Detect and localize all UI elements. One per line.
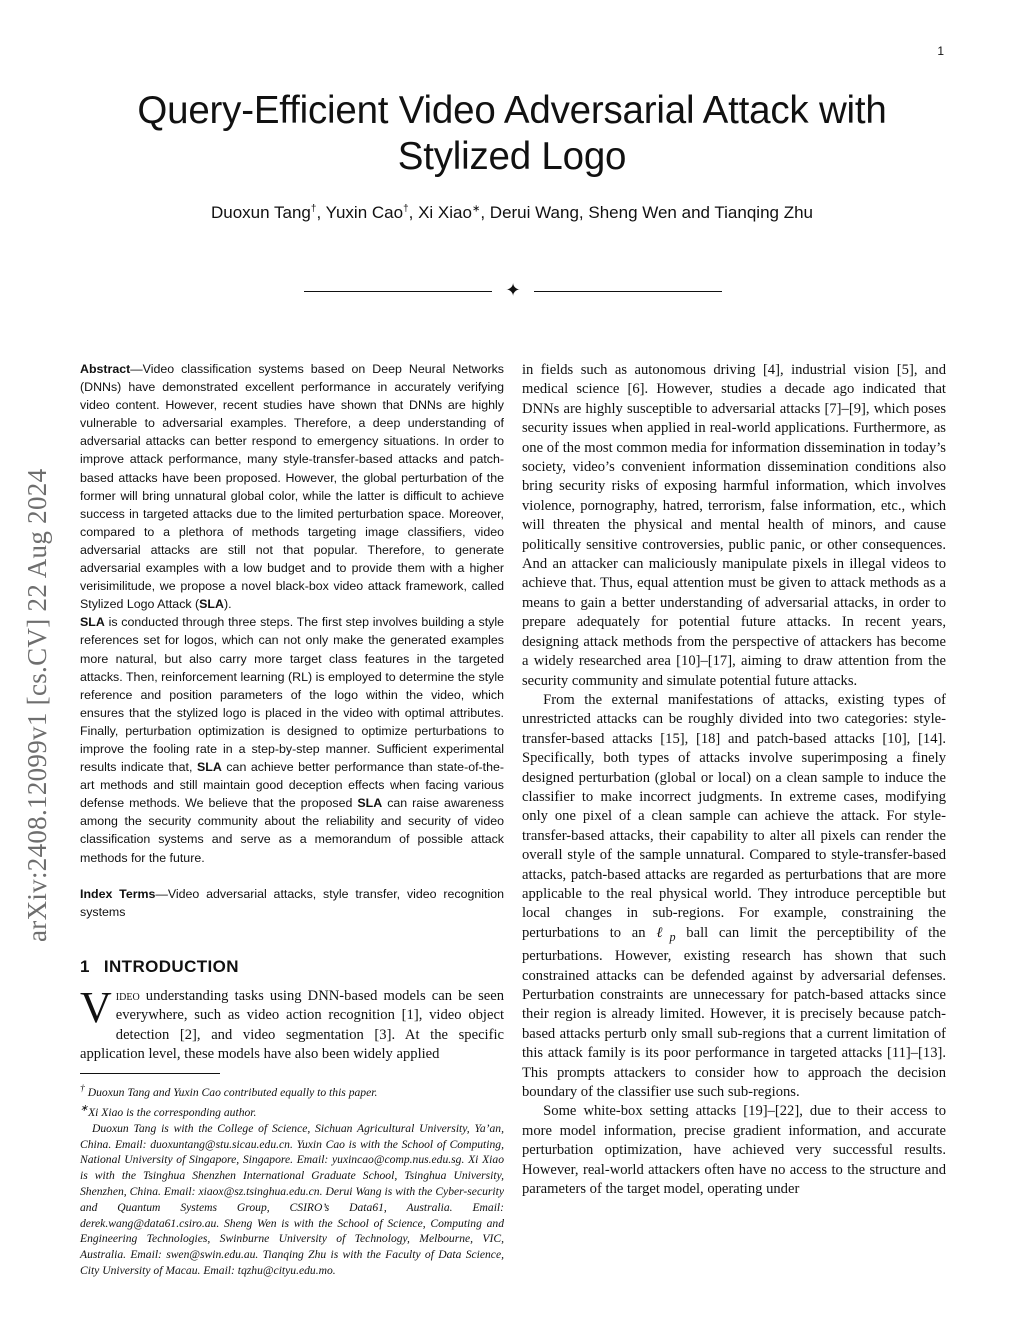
abstract-text: can raise awareness among the security community about the reliability and security of video classification systems and serve as a memorandum of possible attack methods for the future.: [80, 796, 504, 865]
intro-text: ball can limit the perceptibility of the perturbations. However, existing research has shown that such constrained attacks can be defended against by adversarial defenses. Perturbation constraints are unnecessary for patch-based attacks since their region is already limited. However, it is precisely because patch-based attacks perturb only small sub-regions that a current limitation of this attack family is its poor performance in targeted attacks [11]–[13]. This prompts attackers to consider how to approach the decision boundary of the classifier use such sub-regions.: [522, 924, 946, 1100]
right-column: [522, 361, 946, 1199]
footnote-text: Xi Xiao is the corresponding author.: [88, 1105, 257, 1119]
sla-term: SLA: [357, 796, 383, 811]
section-number: 1: [80, 956, 90, 976]
intro-paragraph-1-continued: in fields such as autonomous driving [4], industrial vision [5], and medical science [6]. However, studies a decade ago indicated that DNNs are highly susceptible to adversarial attacks [7]–[9], which poses security issues when applied in real-world applications. Furthermore, as one of the most common media for information dissemination in today’s society, video’s convenient information dissemination conditions also bring security risks of exposing harmful information, which involves violence, pornography, hatred, terrorism, false information, etc., which will threaten the physical and mental health of minors, and cause politically sensitive controversies, public panic, or other consequences. And an attacker can maliciously manipulate pixels in illegal videos to achieve that. Thus, equal attention must be given to attack methods as a means to gain a better understanding of adversarial attacks, in order to prepare adequately for potential future attacks. In recent years, designing attack methods from the perspective of attackers has become a widely researched area [10]–[17], aiming to draw attention from the security community and simulate potential future attacks.: [522, 362, 946, 689]
intro-text: understanding tasks using DNN-based models can be seen everywhere, such as video action recognition [1], video object detection [2], and video segmentation [3]. At the specific application level, these models have also been widely applied: [80, 987, 504, 1063]
index-terms-text: —Video adversarial attacks, style transfer, video recognition systems: [80, 886, 504, 919]
arxiv-identifier: arXiv:2408.12099v1 [cs.CV] 22 Aug 2024: [22, 468, 52, 942]
footnote-text: Duoxun Tang and Yuxin Cao contributed equally to this paper.: [84, 1086, 378, 1100]
lp-norm-symbol: [656, 924, 676, 944]
sla-term: SLA: [80, 615, 105, 630]
index-terms: [80, 885, 504, 921]
left-column: [80, 360, 504, 1279]
section-heading: [80, 957, 504, 977]
drop-cap: V: [80, 982, 112, 1032]
abstract: [80, 360, 504, 867]
footnote-rule: [80, 1073, 220, 1074]
footnote-affiliations: Duoxun Tang is with the College of Science, Sichuan Agricultural University, Ya’an, China. Email: duoxuntang@stu.sicau.edu.cn. Yuxin Cao is with the School of Computing, National University of Singapore, Singapore. Email: yuxincao@comp.nus.edu.sg. Xi Xiao is with the Tsinghua Shenzhen International Graduate School, Tsinghua University, Shenzhen, China. Email: xiaox@sz.tsinghua.edu.cn. Derui Wang is with the Cyber-security and Quantum Systems Group, CSIRO’s Data61, Australia. Email: derek.wang@data61.csiro.au. Sheng Wen is with the School of Science, Computing and Engineering Technologies, Swinburne University of Technology, Melbourne, VIC, Australia. Email: swen@swin.edu.au. Tianqing Zhu is with the Faculty of Data Science, City University of Macau. Email: tqzhu@cityu.edu.mo.: [80, 1121, 504, 1277]
diamond-star-icon: ✦: [505, 280, 521, 301]
abstract-text: —Video classification systems based on Deep Neural Networks (DNNs) have demonstrated excellent performance in accurately verifying video content. However, recent studies have shown that DNNs are highly vulnerable to adversarial examples. Therefore, a deep understanding of adversarial attacks can better respond to emergency situations. In order to improve attack performance, many style-transfer-based attacks and patch-based attacks have been proposed. However, the global perturbation of the former will bring unnatural global color, while the latter is difficult to achieve success in targeted attacks due to the limited perturbation space. Moreover, compared to a plethora of methods targeting image classifiers, video adversarial attacks are still not that popular. Therefore, to generate adversarial examples with a low budget and to provide them with a higher verisimilitude, we propose a novel black-box video attack framework, called Stylized Logo Attack (: [80, 362, 504, 612]
divider-line-left: [304, 291, 492, 292]
corresponding-author-mark: ∗: [471, 203, 481, 215]
index-terms-label: Index Terms: [80, 886, 156, 901]
abstract-label: Abstract: [80, 362, 131, 376]
author-list: [80, 203, 944, 223]
equal-contribution-mark: †: [310, 203, 317, 215]
footnote-mark: ∗: [80, 1103, 89, 1115]
paper-title: Query-Efficient Video Adversarial Attack with Stylized Logo: [137, 89, 887, 178]
section-title: INTRODUCTION: [103, 956, 239, 976]
author-3: , Xi Xiao: [408, 203, 472, 222]
footnote-equal-contribution: [80, 1081, 504, 1101]
intro-paragraph-3: Some white-box setting attacks [19]–[22], due to their access to more model information, precise gradient information, and accurate perturbation optimization, have achieved very successful results. However, real-world attackers often have no access to the structure and parameters of the target model, operating under: [522, 1103, 946, 1197]
abstract-text: ).: [223, 597, 232, 612]
abstract-text: can achieve better performance than state-of-the-art methods and still maintain good deception effects when facing various defense methods. We believe that the proposed: [80, 760, 505, 811]
abstract-text: is conducted through three steps. The first step involves building a style references set for logos, which can not only make the generated examples more natural, but also carry more target class features in the targeted attacks. Then, reinforcement learning (RL) is employed to determine the style reference and position parameters of the logo within the video, which ensures that the stylized logo is placed in the video with optimal attributes. Finally, perturbation optimization is designed to optimize perturbations to improve the fooling rate in a step-by-step manner. Sufficient experimental results indicate that,: [80, 615, 504, 775]
sla-term: SLA: [199, 597, 224, 612]
ell-symbol: ℓ: [656, 924, 670, 941]
title-divider: [304, 282, 722, 302]
footnote-corresponding: [80, 1101, 504, 1121]
small-caps-word: ideo: [115, 987, 140, 1004]
p-subscript: p: [669, 929, 676, 944]
intro-paragraph-1: [80, 982, 504, 1065]
intro-paragraph-2: [522, 691, 946, 1102]
intro-text: From the external manifestations of attacks, existing types of unrestricted attacks can be roughly divided into two categories: style-transfer-based attacks [15], [18] and patch-based attacks [10], [14]. Specifically, both types of attacks involve superimposing a finely designed perturbation (global or local) on a clean sample to induce the classifier to make incorrect judgments. In extreme cases, modifying only one pixel of a clean sample can achieve the attack. For style-transfer-based attacks, their capability to alter all pixels can render the overall style of the sample unnatural. Compared to style-transfer-based attacks, patch-based attacks are regarded as perturbations that are more applicable to the real physical world. They introduce perceptible but local changes in sub-regions. For example, constraining the perturbations to an: [522, 691, 946, 941]
author-2: , Yuxin Cao: [316, 203, 404, 222]
author-rest: , Derui Wang, Sheng Wen and Tianqing Zhu: [480, 203, 813, 222]
page-number: 1: [937, 44, 944, 58]
divider-line-right: [534, 291, 722, 292]
equal-contribution-mark: †: [403, 203, 409, 215]
author-1: Duoxun Tang: [211, 203, 311, 222]
footnote-mark: †: [80, 1083, 85, 1095]
sla-term: SLA: [197, 760, 222, 775]
